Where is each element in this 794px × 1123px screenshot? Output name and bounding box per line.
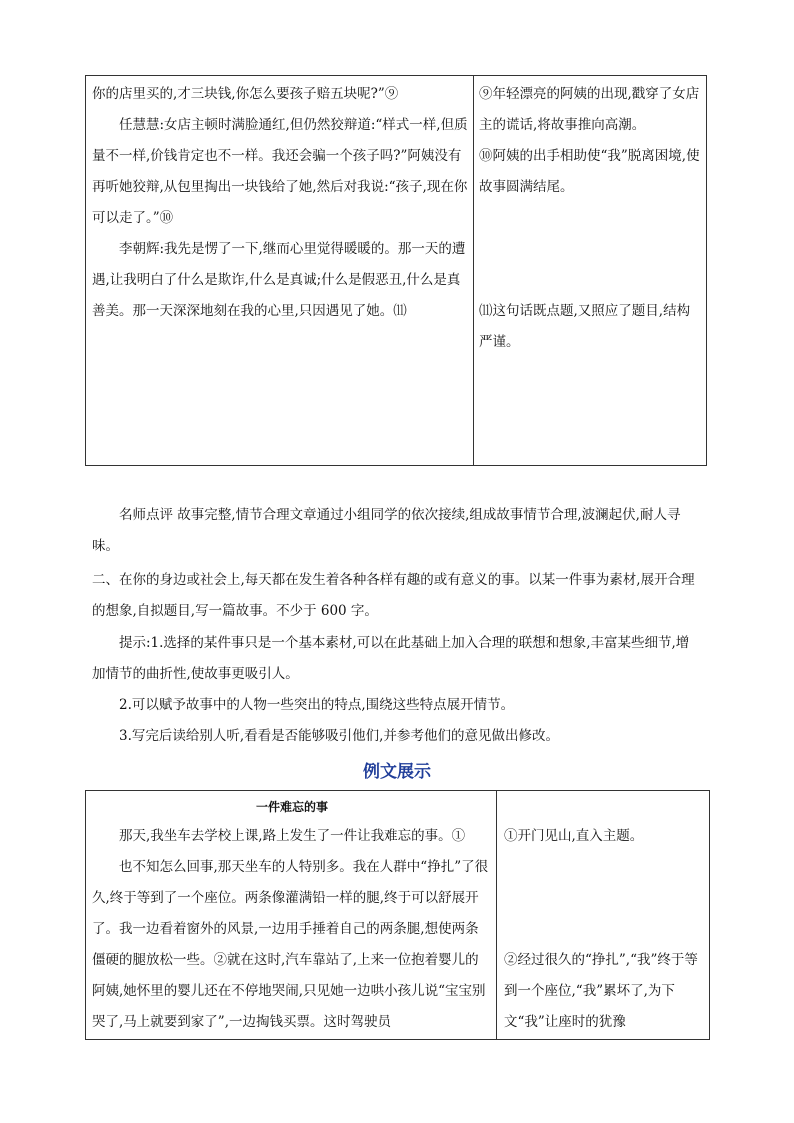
annotation-cell	[479, 79, 703, 358]
annotation-table-1	[85, 75, 707, 466]
example-title: 一件难忘的事	[255, 800, 328, 814]
tip-3: 3.写完后读给别人听,看看是否能够吸引他们,并参考他们的意见做出修改。	[119, 728, 559, 744]
example-text-cell	[92, 793, 492, 1038]
tip-1: 提示:1.选择的某件事只是一个基本素材,可以在此基础上加入合理的联想和想象,丰富某些细节,增加情节的曲折性,使故事更吸引人。	[92, 635, 690, 682]
section-heading: 例文展示	[363, 762, 431, 782]
annotation-note: ②经过很久的“挣扎”,“我”终于等到一个座位,“我”累坏了,为下文“我”让座时的犹豫	[504, 952, 698, 1030]
annotation-table-2	[85, 790, 710, 1040]
example-paragraph: 那天,我坐车去学校上课,路上发生了一件让我难忘的事。①	[119, 828, 466, 844]
annotation-note: ⑨年轻漂亮的阿姨的出现,戳穿了女店主的谎话,将故事推向高潮。	[479, 86, 700, 133]
tip-2: 2.可以赋予故事中的人物一些突出的特点,围绕这些特点展开情节。	[119, 697, 515, 713]
annotation-note: ⑩阿姨的出手相助使“我”脱离困境,使故事圆满结尾。	[479, 148, 700, 195]
example-paragraph: 也不知怎么回事,那天坐车的人特别多。我在人群中“挣扎”了很久,终于等到了一个座位。两条像灌满铅一样的腿,终于可以舒展开了。我一边看着窗外的风景,一边用手捶着自己的两条腿,想使两条僵硬的腿放松一些。②就在这时,汽车靠站了,上来一位抱着婴儿的阿姨,她怀里的婴儿还在不停地哭闹,只见她一边哄小孩儿说“宝宝别哭了,马上就要到家了”,一边掏钱买票。这时驾驶员	[92, 859, 489, 1030]
story-paragraph: 李朝辉:我先是愣了一下,继而心里觉得暖暖的。那一天的遭遇,让我明白了什么是欺诈,什么是真诚;什么是假恶丑,什么是真善美。那一天深深地刻在我的心里,只因遇见了她。⑾	[92, 241, 466, 319]
story-paragraph: 你的店里买的,才三块钱,你怎么要孩子赔五块呢?”⑨	[92, 86, 399, 102]
story-text-cell	[92, 79, 470, 327]
example-annotation-cell	[504, 821, 706, 1038]
writing-task: 二、在你的身边或社会上,每天都在发生着各种各样有趣的或有意义的事。以某一件事为素材,展开合理的想象,自拟题目,写一篇故事。不少于 600 字。	[92, 572, 695, 619]
annotation-note: ⑾这句话既点题,又照应了题目,结构严谨。	[479, 303, 691, 350]
teacher-comment: 名师点评 故事完整,情节合理文章通过小组同学的依次接续,组成故事情节合理,波澜起伏,耐人寻味。	[92, 507, 681, 554]
story-paragraph: 任慧慧:女店主顿时满脸通红,但仍然狡辩道:“样式一样,但质量不一样,价钱肯定也不一样。我还会骗一个孩子吗?”阿姨没有再听她狡辩,从包里掏出一块钱给了她,然后对我说:“孩子,现在你可以走了。”⑩	[92, 117, 468, 226]
table-divider	[496, 791, 497, 1039]
annotation-note: ①开门见山,直入主题。	[504, 828, 644, 844]
table-divider	[473, 76, 474, 465]
